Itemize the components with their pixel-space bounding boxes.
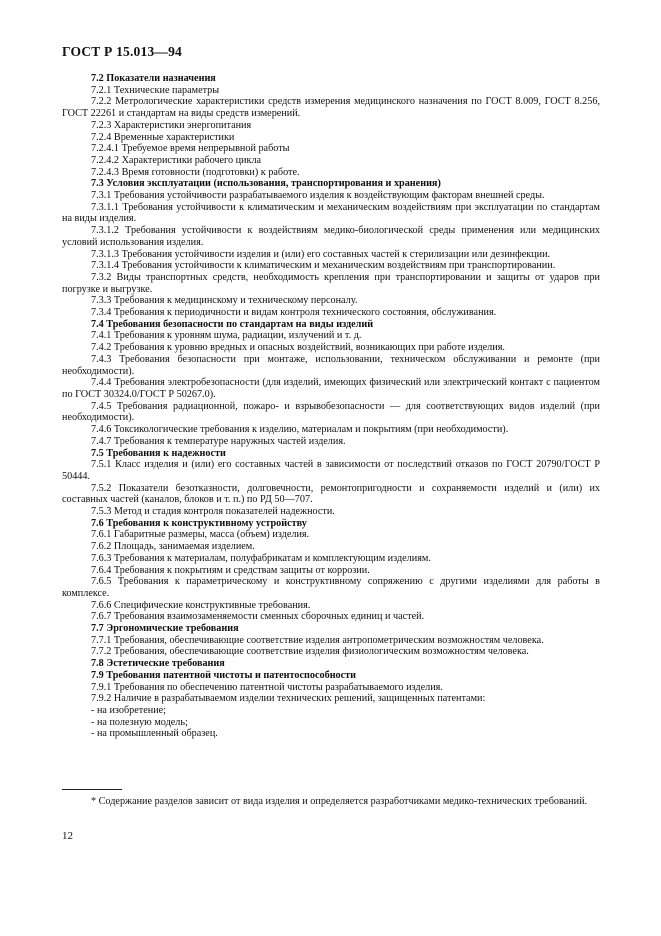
paragraph: 7.4.2 Требования к уровню вредных и опасных воздействий, возникающих при работе изделия. <box>91 342 505 354</box>
footnote-divider <box>62 789 122 790</box>
paragraph: 7.4.5 Требования радиационной, пожаро- и взрывобезопасности — для соответствующих видов изделий (при необходимости). <box>62 400 600 424</box>
paragraph: 7.5.2 Показатели безотказности, долговечности, ремонтопригодности и сохраняемости изделий и (или) их составных частей (каналов, блоков и т. п.) по РД 50—707. <box>62 482 600 506</box>
page-number: 12 <box>62 830 73 842</box>
document-body <box>62 73 600 740</box>
paragraph: 7.3.1 Требования устойчивости разрабатываемого изделия к воздействующим факторам внешней среды. <box>91 190 545 202</box>
paragraph: 7.3.1.4 Требования устойчивости к климатическим и механическим воздействиям при транспортировании. <box>91 260 556 272</box>
paragraph: 7.6.3 Требования к материалам, полуфабрикатам и комплектующим изделиям. <box>91 552 431 564</box>
paragraph: 7.6.1 Габаритные размеры, масса (объем) изделия. <box>91 529 310 541</box>
paragraph: - на полезную модель; <box>91 716 188 728</box>
section-heading: 7.2 Показатели назначения <box>91 73 216 84</box>
paragraph: 7.5.1 Класс изделия и (или) его составных частей в зависимости от последствий отказов по ГОСТ 20790/ГОСТ Р 50444. <box>62 459 600 482</box>
paragraph: 7.7.2 Требования, обеспечивающие соответствие изделия физиологическим возможностям человека. <box>91 646 529 658</box>
paragraph: 7.3.1.1 Требования устойчивости к климатическим и механическим воздействиям при эксплуатации по стандартам на виды изделия. <box>62 201 600 225</box>
paragraph: - на промышленный образец. <box>91 728 218 740</box>
paragraph: 7.4.3 Требования безопасности при монтаже, использовании, техническом обслуживании и ремонте (при необходимости). <box>62 353 600 377</box>
paragraph: 7.5.3 Метод и стадия контроля показателей надежности. <box>91 506 335 518</box>
footnote-text: * Содержание разделов зависит от вида изделия и определяется разработчиками медико-технических требований. <box>91 796 588 807</box>
paragraph: 7.2.4.3 Время готовности (подготовки) к работе. <box>91 166 300 178</box>
section-heading: 7.9 Требования патентной чистоты и патентоспособности <box>91 669 357 681</box>
paragraph: 7.6.6 Специфические конструктивные требования. <box>91 599 311 611</box>
paragraph: - на изобретение; <box>91 704 166 716</box>
paragraph: 7.2.2 Метрологические характеристики средств измерения медицинского назначения по ГОСТ 8.009, ГОСТ 8.256, ГОСТ 22261 и стандартам на виды средств измерений. <box>62 96 600 120</box>
paragraph: 7.4.6 Токсикологические требования к изделию, материалам и покрытиям (при необходимости). <box>91 424 509 436</box>
paragraph: 7.3.1.2 Требования устойчивости к воздействиям медико-биологической среды применения или медицинских условий использования изделия. <box>62 225 600 248</box>
paragraph: 7.4.1 Требования к уровням шума, радиации, излучений и т. д. <box>91 330 362 342</box>
section-heading: 7.5 Требования к надежности <box>91 447 226 459</box>
section-heading: 7.6 Требования к конструктивному устройству <box>91 517 307 529</box>
paragraph: 7.6.2 Площадь, занимаемая изделием. <box>91 541 255 553</box>
paragraph: 7.7.1 Требования, обеспечивающие соответствие изделия антропометрическим возможностям человека. <box>91 634 544 646</box>
paragraph: 7.3.1.3 Требования устойчивости изделия и (или) его составных частей к стерилизации или дезинфекции. <box>91 248 551 260</box>
paragraph: 7.3.3 Требования к медицинскому и техническому персоналу. <box>91 295 358 307</box>
section-heading: 7.4 Требования безопасности по стандартам на виды изделий <box>91 318 374 330</box>
paragraph: 7.6.7 Требования взаимозаменяемости сменных сборочных единиц и частей. <box>91 611 425 623</box>
paragraph: 7.2.3 Характеристики энергопитания <box>91 119 252 131</box>
paragraph: 7.9.1 Требования по обеспечению патентной чистоты разрабатываемого изделия. <box>91 681 443 693</box>
paragraph: 7.2.4.1 Требуемое время непрерывной работы <box>91 143 290 155</box>
footnote <box>62 796 600 808</box>
document-header: ГОСТ Р 15.013—94 <box>62 44 182 59</box>
section-heading: 7.3 Условия эксплуатации (использования, транспортирования и хранения) <box>91 178 441 190</box>
section-heading: 7.8 Эстетические требования <box>91 658 225 670</box>
paragraph: 7.6.4 Требования к покрытиям и средствам защиты от коррозии. <box>91 564 370 576</box>
paragraph: 7.6.5 Требования к параметрическому и конструктивному сопряжению с другими изделиями для работы в комплексе. <box>62 576 600 599</box>
paragraph: 7.9.2 Наличие в разрабатываемом изделии технических решений, защищенных патентами: <box>91 693 486 705</box>
section-heading: 7.7 Эргономические требования <box>91 623 239 635</box>
paragraph: 7.3.2 Виды транспортных средств, необходимость крепления при транспортировании и защиты от ударов при погрузке и выгрузке. <box>62 271 600 295</box>
paragraph: 7.2.4.2 Характеристики рабочего цикла <box>91 154 262 166</box>
paragraph: 7.2.1 Технические параметры <box>91 84 220 96</box>
paragraph: 7.4.7 Требования к температуре наружных частей изделия. <box>91 435 346 447</box>
paragraph: 7.4.4 Требования электробезопасности (для изделий, имеющих физический или электрический контакт с пациентом по ГОСТ 30324.0/ГОСТ Р 50267.0). <box>62 377 600 400</box>
paragraph: 7.2.4 Временные характеристики <box>91 131 235 143</box>
paragraph: 7.3.4 Требования к периодичности и видам контроля технического состояния, обслуживания. <box>91 307 497 319</box>
